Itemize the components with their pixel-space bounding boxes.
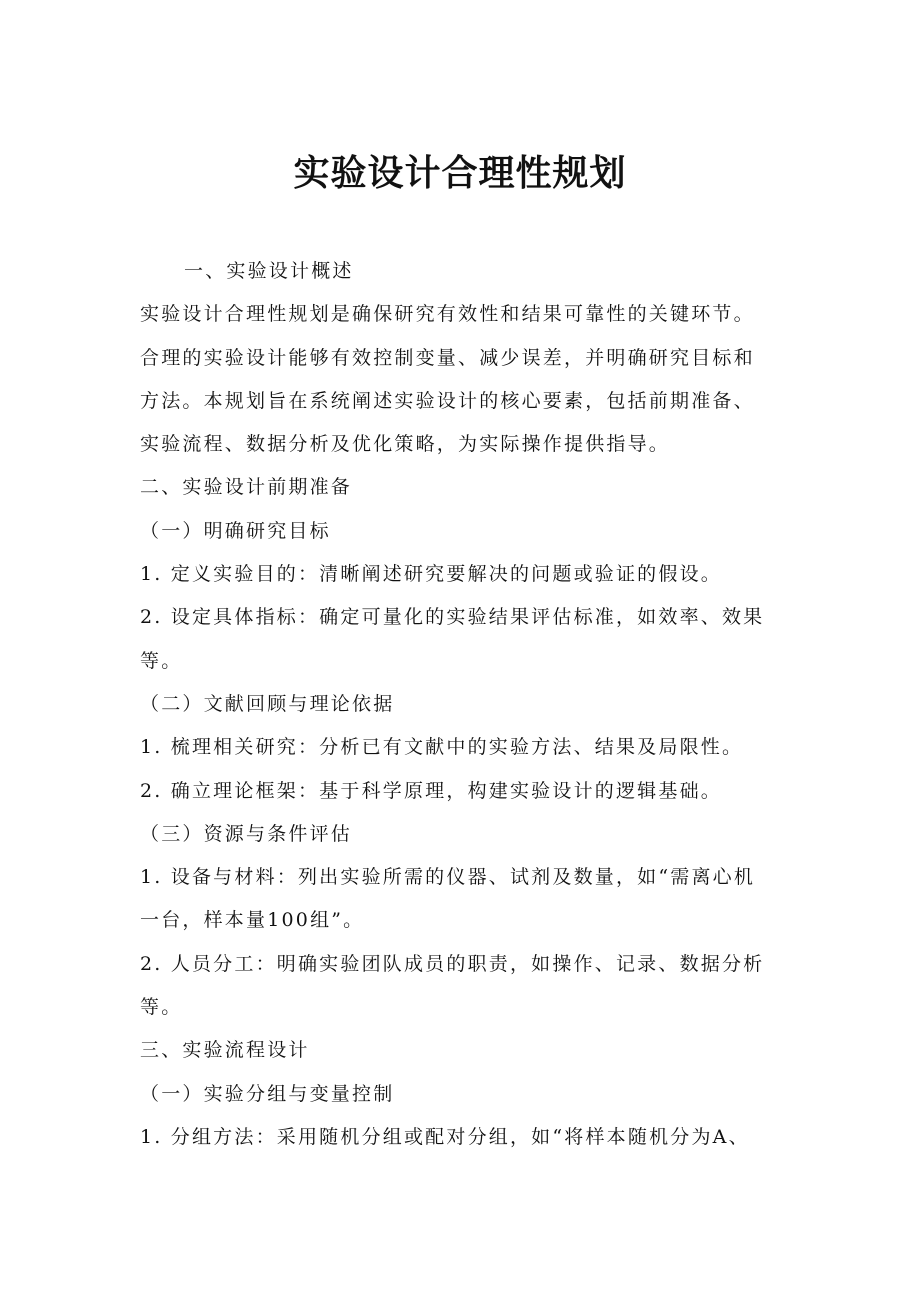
paragraph-line: 方法。本规划旨在系统阐述实验设计的核心要素，包括前期准备、	[140, 389, 755, 412]
list-item-continuation: 等。	[140, 649, 183, 672]
section-heading-process: 三、实验流程设计	[140, 1039, 310, 1062]
list-item: 2. 确立理论框架：基于科学原理，构建实验设计的逻辑基础。	[140, 779, 722, 802]
subsection-heading: （三）资源与条件评估	[140, 822, 353, 845]
subsection-heading: （一）实验分组与变量控制	[140, 1082, 395, 1105]
paragraph-line: 实验流程、数据分析及优化策略，为实际操作提供指导。	[140, 433, 671, 456]
paragraph-line: 实验设计合理性规划是确保研究有效性和结果可靠性的关键环节。	[140, 303, 755, 326]
subsection-heading: （二）文献回顾与理论依据	[140, 692, 395, 715]
list-item: 2. 人员分工：明确实验团队成员的职责，如操作、记录、数据分析	[140, 952, 765, 975]
list-item: 1. 分组方法：采用随机分组或配对分组，如“将样本随机分为A、	[140, 1125, 750, 1148]
section-heading-overview: 一、实验设计概述	[184, 260, 354, 282]
document-body	[140, 250, 782, 1159]
list-item: 1. 梳理相关研究：分析已有文献中的实验方法、结果及局限性。	[140, 736, 744, 759]
list-item: 1. 设备与材料：列出实验所需的仪器、试剂及数量，如“需离心机	[140, 866, 756, 889]
list-item-continuation: 一台，样本量100组”。	[140, 909, 365, 932]
section-heading-preparation: 二、实验设计前期准备	[140, 476, 353, 499]
paragraph-line: 合理的实验设计能够有效控制变量、减少误差，并明确研究目标和	[140, 346, 755, 369]
list-item: 1. 定义实验目的：清晰阐述研究要解决的问题或验证的假设。	[140, 563, 722, 586]
list-item-continuation: 等。	[140, 996, 183, 1019]
list-item: 2. 设定具体指标：确定可量化的实验结果评估标准，如效率、效果	[140, 606, 765, 629]
document-title: 实验设计合理性规划	[293, 153, 627, 194]
subsection-heading: （一）明确研究目标	[140, 519, 331, 542]
